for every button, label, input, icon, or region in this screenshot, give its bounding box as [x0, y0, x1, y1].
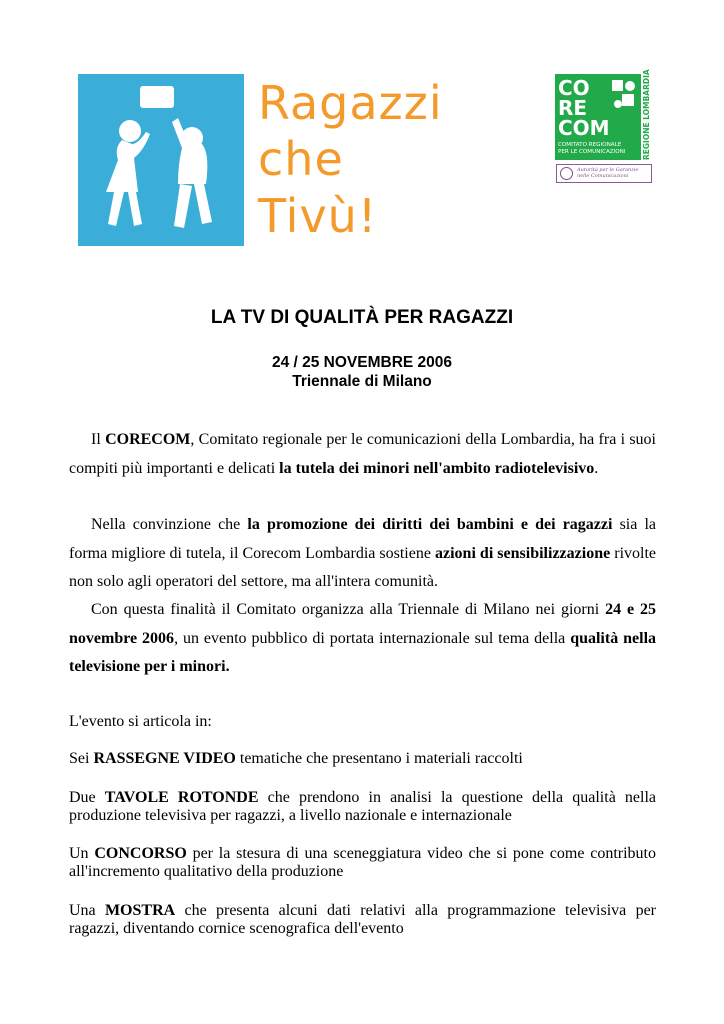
paragraph-corecom: [69, 426, 656, 483]
corecom-letters-com: COM: [558, 116, 610, 140]
bold-run: azioni di sensibilizzazione: [435, 544, 611, 562]
list-item: [69, 902, 656, 938]
text-run: Il: [91, 431, 106, 448]
children-tv-icon: [78, 74, 244, 246]
puzzle-piece-icon: [610, 78, 638, 118]
agcom-badge: [556, 164, 652, 183]
ragazzi-che-tivu-logo-image: [78, 74, 244, 246]
brand-word-tivu: Tivù!: [258, 189, 378, 243]
text-run: Nella convinzione che: [91, 516, 248, 533]
text-run: Una: [69, 902, 105, 919]
corecom-logo: [555, 69, 655, 184]
bold-run: 24 e 25 novembre 2006: [69, 601, 656, 647]
text-run: tematiche che presentano i materiali raccolti: [235, 750, 523, 767]
bold-run: MOSTRA: [104, 902, 176, 919]
corecom-subtitle-2: PER LE COMUNICAZIONI: [558, 149, 626, 155]
text-run: Due: [69, 789, 105, 806]
list-item: [69, 789, 656, 825]
event-date: 24 / 25 NOVEMBRE 2006: [271, 354, 453, 371]
bold-run: TAVOLE ROTONDE: [104, 789, 259, 806]
text-run: Sei: [69, 750, 94, 767]
text-run: Con questa finalità il Comitato organizza alla Triennale di Milano nei giorni: [91, 601, 606, 618]
corecom-region-label: REGIONE LOMBARDIA: [642, 69, 651, 160]
bold-run: la tutela dei minori nell'ambito radiotelevisivo: [279, 459, 595, 477]
text-run: , un evento pubblico di portata internazionale sul tema della: [174, 629, 571, 647]
document-title: LA TV DI QUALITÀ PER RAGAZZI: [210, 307, 514, 328]
corecom-letters-re: RE: [558, 96, 588, 120]
text-run: Un: [69, 845, 95, 862]
text-run: , Comitato regionale per le comunicazioni della Lombardia, ha fra i suoi compiti più importanti e delicati: [69, 431, 656, 477]
paragraph-event: [69, 596, 656, 682]
bold-run: CONCORSO: [94, 845, 187, 862]
event-venue: Triennale di Milano: [292, 373, 432, 390]
text-run: rivolte non solo agli operatori del settore, ma all'intera comunità.: [69, 544, 657, 590]
text-run: che presenta alcuni dati relativi alla programmazione televisiva per ragazzi, diventando cornice scenografica dell'evento: [69, 902, 656, 937]
corecom-letters-co: CO: [558, 76, 590, 100]
bold-run: qualità nella televisione per i minori.: [69, 629, 657, 675]
emblem-icon: [560, 167, 573, 180]
list-item: [69, 845, 656, 881]
bold-run: la promozione dei diritti dei bambini e dei ragazzi: [247, 516, 613, 533]
bold-run: CORECOM: [105, 431, 191, 448]
text-run: .: [594, 459, 599, 477]
agcom-label: Autorità per le Garanzie nelle Comunicazioni: [577, 167, 639, 179]
event-intro: L'evento si articola in:: [69, 713, 212, 730]
text-run: per la stesura di una sceneggiatura video che si pone come contributo all'incremento qualitativo della produzione: [69, 845, 657, 880]
bold-run: RASSEGNE VIDEO: [93, 750, 236, 767]
corecom-green-box: [555, 74, 641, 160]
list-item: [69, 750, 656, 768]
brand-word-ragazzi: Ragazzi: [258, 76, 443, 130]
text-run: sia la forma migliore di tutela, il Corecom Lombardia sostiene: [69, 516, 657, 562]
corecom-subtitle-1: COMITATO REGIONALE: [558, 142, 622, 148]
text-run: che prendono in analisi la questione della qualità nella produzione televisiva per ragazzi, a livello nazionale e internazionale: [69, 789, 657, 824]
paragraph-promotion: [69, 511, 656, 597]
brand-word-che: che: [258, 132, 344, 186]
